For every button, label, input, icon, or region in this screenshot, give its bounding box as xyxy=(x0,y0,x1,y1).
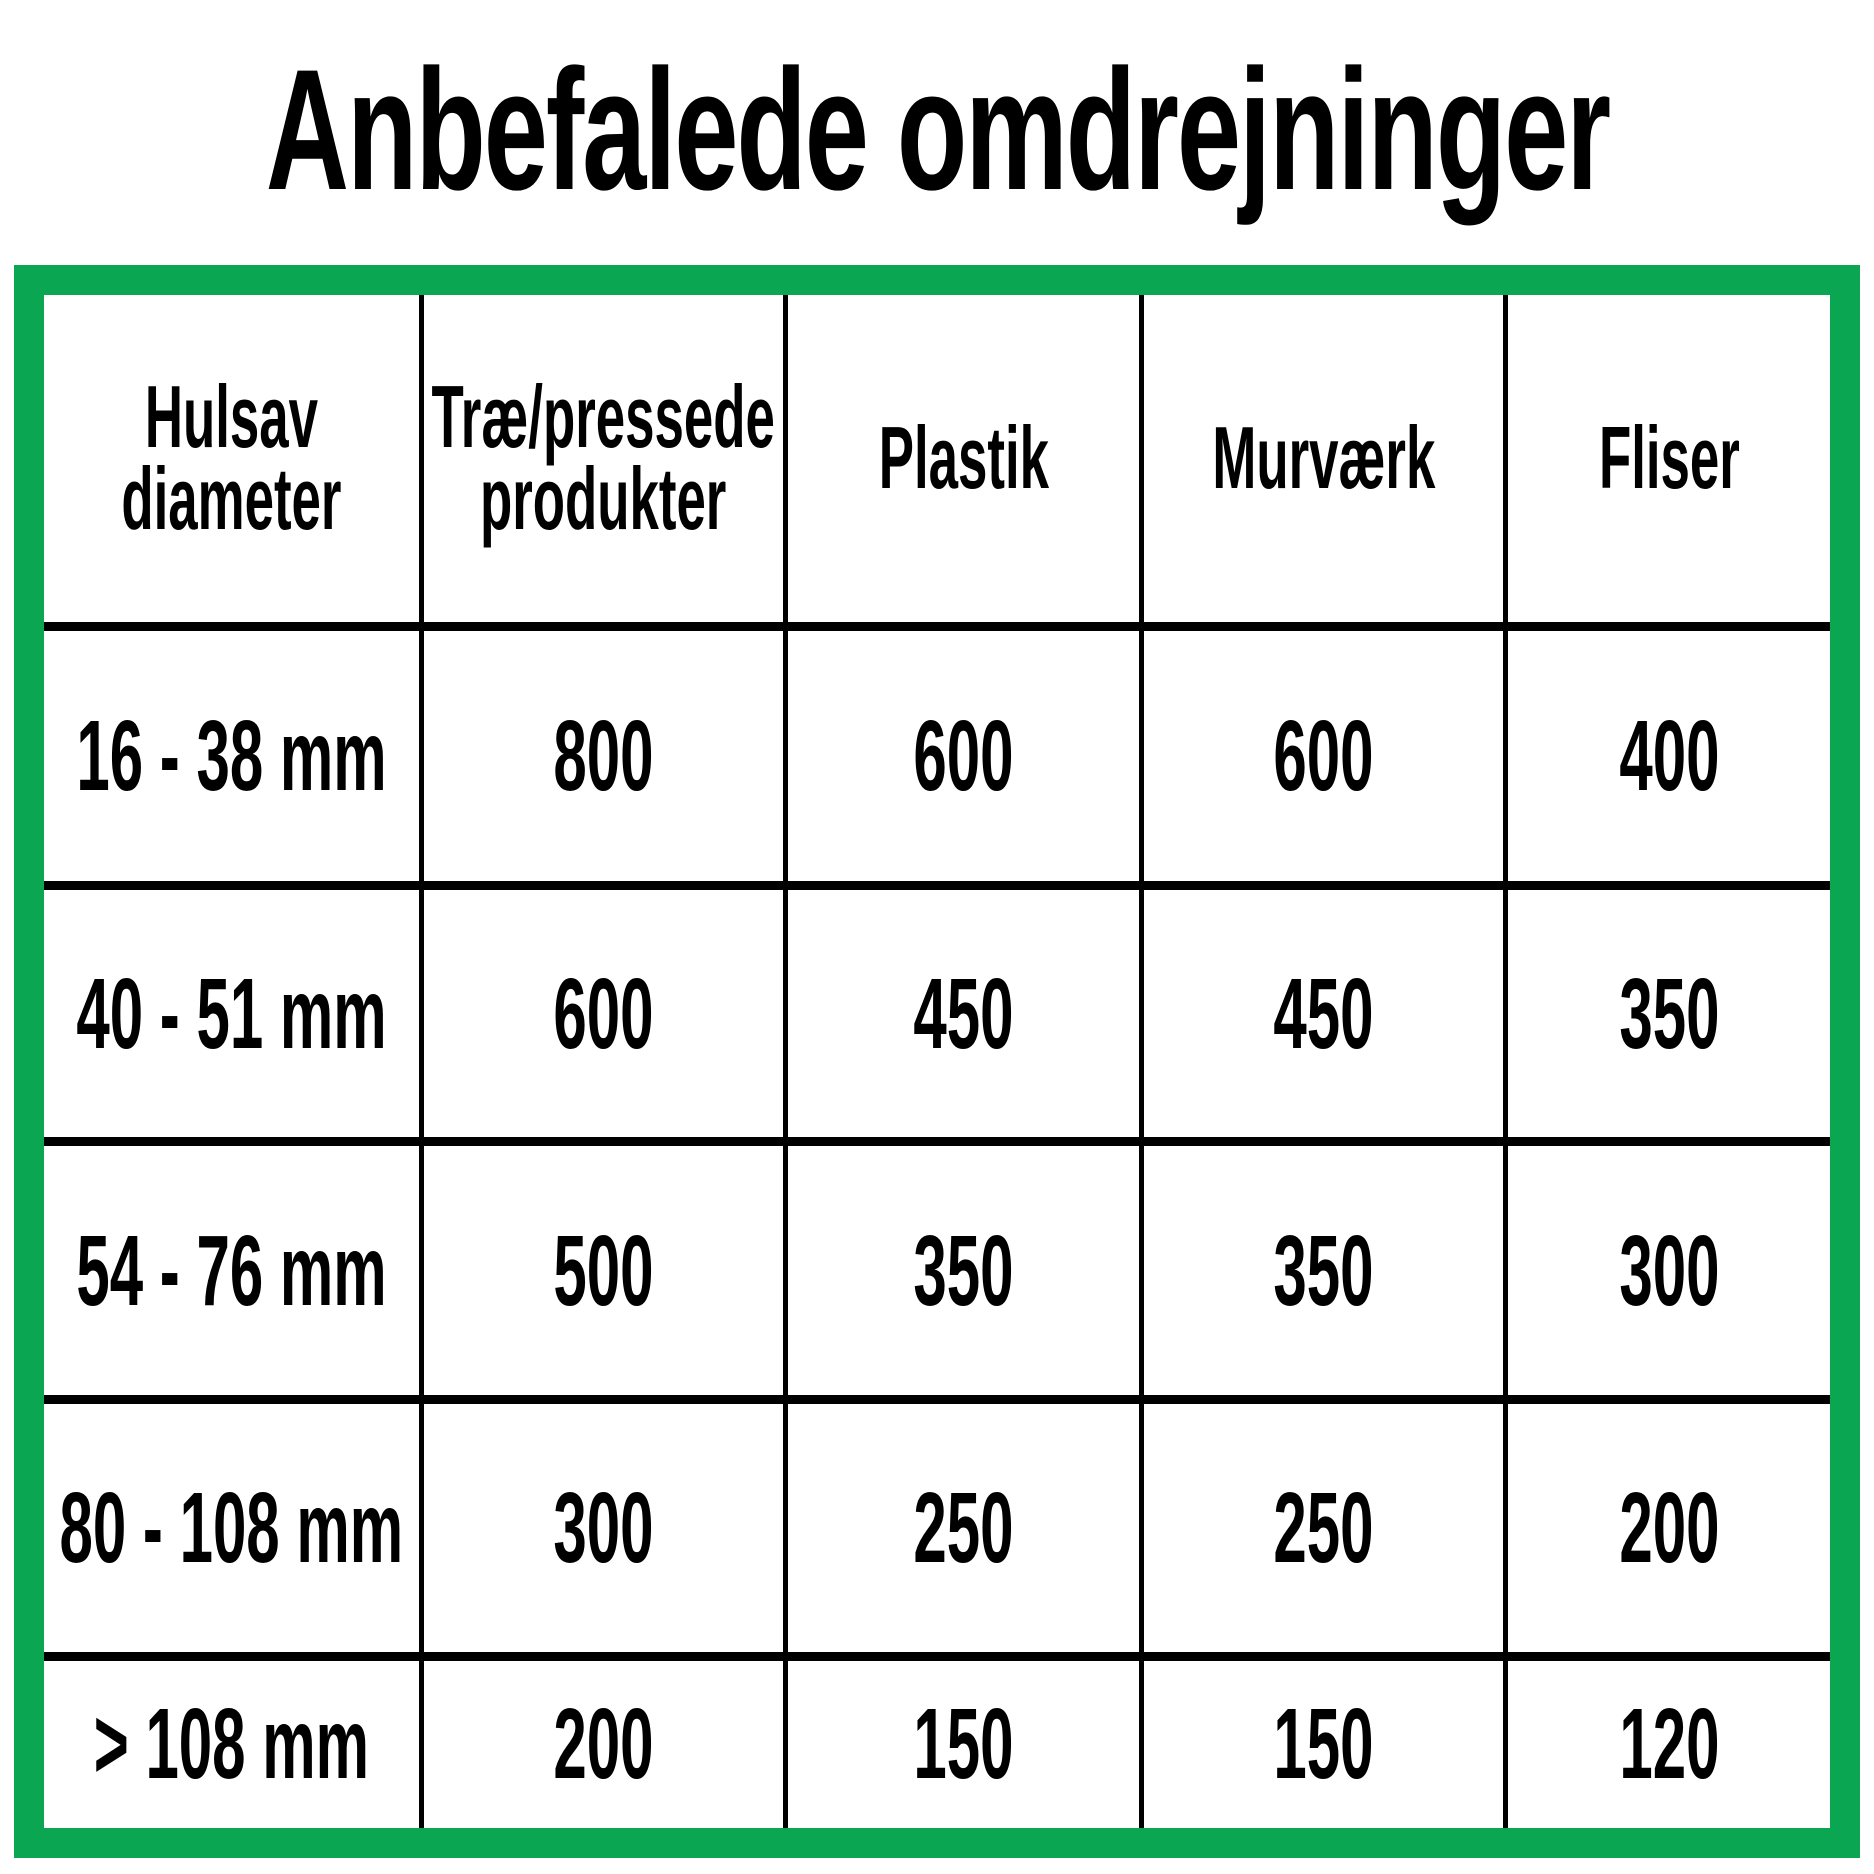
header-label-line: Plastik xyxy=(878,408,1049,508)
value-text: 450 xyxy=(1273,957,1374,1070)
value-text: 500 xyxy=(553,1214,654,1327)
row-label: 54 - 76 mm xyxy=(76,1214,387,1327)
header-label-line: Træ/pressede xyxy=(431,366,776,466)
value-text: 350 xyxy=(1273,1214,1374,1327)
value-text: 600 xyxy=(913,700,1014,812)
header-label-line: Murværk xyxy=(1211,408,1436,508)
value-cell xyxy=(424,881,788,1137)
value-cell xyxy=(1144,1652,1508,1828)
row-label-cell xyxy=(44,1395,424,1651)
value-text: 200 xyxy=(1618,1471,1720,1584)
page-title xyxy=(0,6,1874,254)
speed-table-frame xyxy=(14,265,1860,1858)
value-text: 250 xyxy=(1273,1471,1374,1584)
header-label xyxy=(1598,408,1740,508)
value-cell xyxy=(1508,622,1830,881)
header-label-line: Hulsav xyxy=(144,366,319,466)
value-cell xyxy=(1144,881,1508,1137)
value-text: 150 xyxy=(1273,1688,1374,1801)
value-cell xyxy=(788,1652,1144,1828)
row-label-cell xyxy=(44,1652,424,1828)
header-cell-wood xyxy=(424,295,788,622)
value-text: 600 xyxy=(553,957,654,1070)
header-cell-plastic xyxy=(788,295,1144,622)
value-text: 600 xyxy=(1273,700,1374,812)
header-cell-diameter xyxy=(44,295,424,622)
value-cell xyxy=(1508,1395,1830,1651)
value-text: 120 xyxy=(1618,1688,1720,1801)
value-text: 300 xyxy=(1618,1214,1720,1327)
value-cell xyxy=(1144,1395,1508,1651)
value-cell xyxy=(424,1395,788,1651)
value-cell xyxy=(1508,1652,1830,1828)
row-label: > 108 mm xyxy=(93,1688,370,1801)
page-title-text: Anbefalede omdrejninger xyxy=(265,34,1609,226)
value-text: 250 xyxy=(913,1471,1014,1584)
header-label-line: diameter xyxy=(121,449,342,549)
header-label xyxy=(431,366,776,549)
header-cell-masonry xyxy=(1144,295,1508,622)
value-cell xyxy=(788,622,1144,881)
value-cell xyxy=(424,1137,788,1395)
row-label: 80 - 108 mm xyxy=(59,1471,404,1584)
value-text: 800 xyxy=(553,700,654,812)
value-text: 350 xyxy=(1618,957,1720,1070)
row-label: 16 - 38 mm xyxy=(76,700,387,812)
value-cell xyxy=(788,881,1144,1137)
value-cell xyxy=(1144,1137,1508,1395)
value-cell xyxy=(788,1137,1144,1395)
row-label-cell xyxy=(44,622,424,881)
header-label-line: produkter xyxy=(480,449,727,549)
value-text: 450 xyxy=(913,957,1014,1070)
row-label: 40 - 51 mm xyxy=(76,957,387,1070)
header-label xyxy=(1211,408,1436,508)
value-text: 200 xyxy=(553,1688,654,1801)
speed-table xyxy=(44,295,1830,1828)
value-text: 350 xyxy=(913,1214,1014,1327)
value-cell xyxy=(788,1395,1144,1651)
header-label xyxy=(121,366,342,549)
value-cell xyxy=(424,1652,788,1828)
value-cell xyxy=(1508,881,1830,1137)
value-text: 400 xyxy=(1618,700,1720,812)
value-text: 300 xyxy=(553,1471,654,1584)
value-cell xyxy=(424,622,788,881)
header-label-line: Fliser xyxy=(1598,408,1740,508)
header-label xyxy=(878,408,1049,508)
header-cell-tiles xyxy=(1508,295,1830,622)
value-cell xyxy=(1144,622,1508,881)
row-label-cell xyxy=(44,1137,424,1395)
value-cell xyxy=(1508,1137,1830,1395)
value-text: 150 xyxy=(913,1688,1014,1801)
row-label-cell xyxy=(44,881,424,1137)
